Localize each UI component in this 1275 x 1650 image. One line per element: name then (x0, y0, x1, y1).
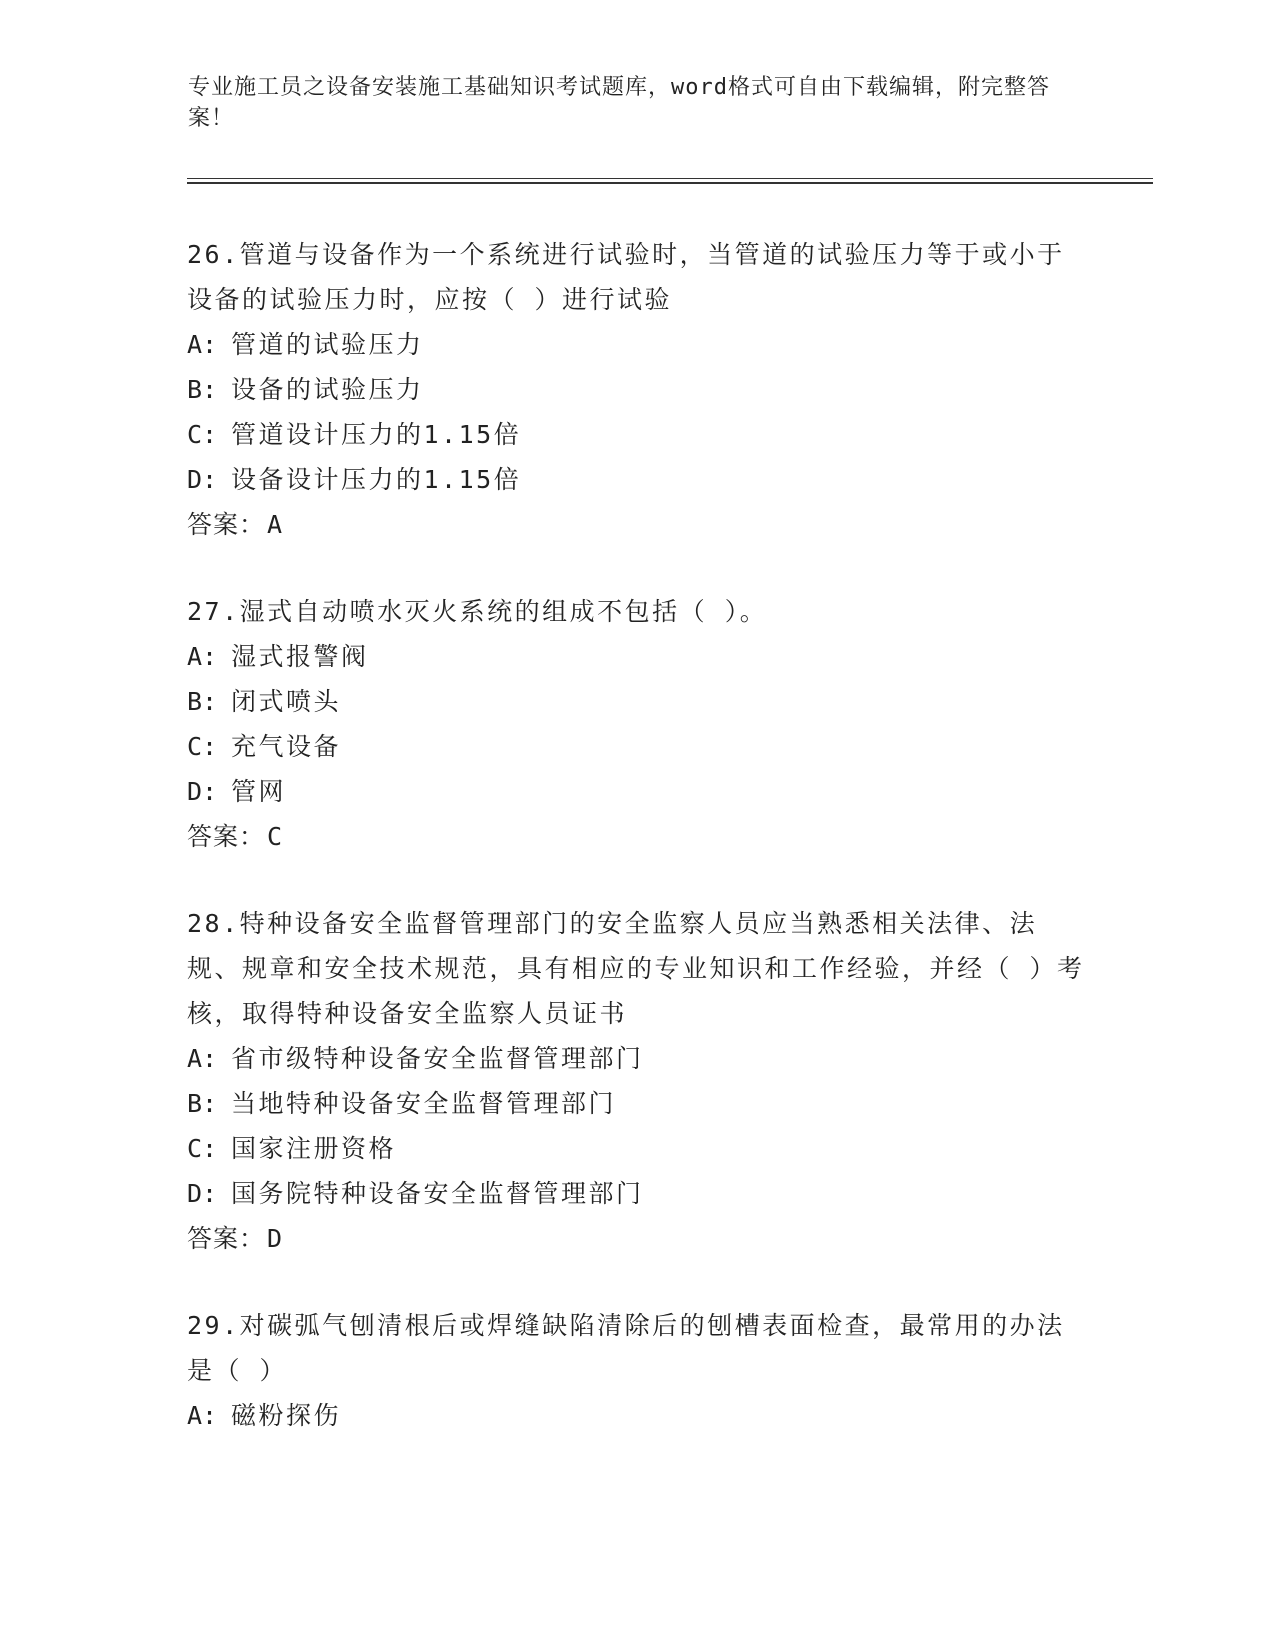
option-text: 管道的试验压力 (231, 330, 424, 359)
question-27 (187, 589, 1087, 859)
option-text: 当地特种设备安全监督管理部门 (231, 1089, 617, 1118)
option-a (187, 1393, 1087, 1438)
option-letter: B: (187, 1089, 218, 1118)
option-text: 湿式报警阀 (231, 642, 369, 671)
answer-label: 答案： (187, 822, 266, 851)
option-text: 管网 (231, 777, 287, 806)
option-letter: A: (187, 1044, 218, 1073)
option-text: 国家注册资格 (231, 1134, 397, 1163)
option-c (187, 412, 1087, 457)
option-letter: B: (187, 375, 218, 404)
option-text: 管道设计压力的1.15倍 (231, 420, 522, 449)
option-letter: A: (187, 1401, 218, 1430)
option-a (187, 1036, 1087, 1081)
option-text: 设备的试验压力 (231, 375, 424, 404)
option-b (187, 367, 1087, 412)
answer-line (187, 814, 1087, 859)
option-letter: C: (187, 420, 218, 449)
question-29 (187, 1303, 1087, 1438)
option-text: 设备设计压力的1.15倍 (231, 465, 522, 494)
answer-value: D (267, 1224, 284, 1253)
question-stem: 28.特种设备安全监督管理部门的安全监察人员应当熟悉相关法律、法规、规章和安全技术规范，具有相应的专业知识和工作经验，并经（ ）考核，取得特种设备安全监察人员证书 (187, 909, 1085, 1028)
question-stem: 29.对碳弧气刨清根后或焊缝缺陷清除后的刨槽表面检查，最常用的办法是（ ） (187, 1311, 1065, 1385)
question-stem: 27.湿式自动喷水灭火系统的组成不包括（ ）。 (187, 597, 768, 626)
header-divider-thin (187, 178, 1153, 179)
answer-label: 答案： (187, 510, 266, 539)
option-b (187, 1081, 1087, 1126)
option-c (187, 1126, 1087, 1171)
question-stem: 26.管道与设备作为一个系统进行试验时，当管道的试验压力等于或小于设备的试验压力时，应按（ ）进行试验 (187, 240, 1065, 314)
option-a (187, 634, 1087, 679)
option-d (187, 457, 1087, 502)
answer-label: 答案： (187, 1224, 266, 1253)
answer-value: A (267, 510, 284, 539)
option-text: 磁粉探伤 (231, 1401, 342, 1430)
answer-value: C (267, 822, 284, 851)
answer-line (187, 1216, 1087, 1261)
question-list (187, 232, 1087, 1480)
option-letter: B: (187, 687, 218, 716)
option-c (187, 724, 1087, 769)
question-26 (187, 232, 1087, 547)
question-28 (187, 901, 1087, 1261)
document-header: 专业施工员之设备安装施工基础知识考试题库，word格式可自由下载编辑，附完整答案！ (188, 75, 1050, 131)
option-b (187, 679, 1087, 724)
option-letter: D: (187, 465, 218, 494)
option-a (187, 322, 1087, 367)
option-text: 闭式喷头 (231, 687, 342, 716)
option-d (187, 769, 1087, 814)
option-letter: D: (187, 777, 218, 806)
option-letter: A: (187, 330, 218, 359)
option-text: 省市级特种设备安全监督管理部门 (231, 1044, 644, 1073)
option-text: 充气设备 (231, 732, 342, 761)
option-text: 国务院特种设备安全监督管理部门 (231, 1179, 644, 1208)
answer-line (187, 502, 1087, 547)
option-letter: D: (187, 1179, 218, 1208)
option-letter: C: (187, 1134, 218, 1163)
option-letter: A: (187, 642, 218, 671)
option-d (187, 1171, 1087, 1216)
header-divider-thick (187, 182, 1153, 184)
option-letter: C: (187, 732, 218, 761)
